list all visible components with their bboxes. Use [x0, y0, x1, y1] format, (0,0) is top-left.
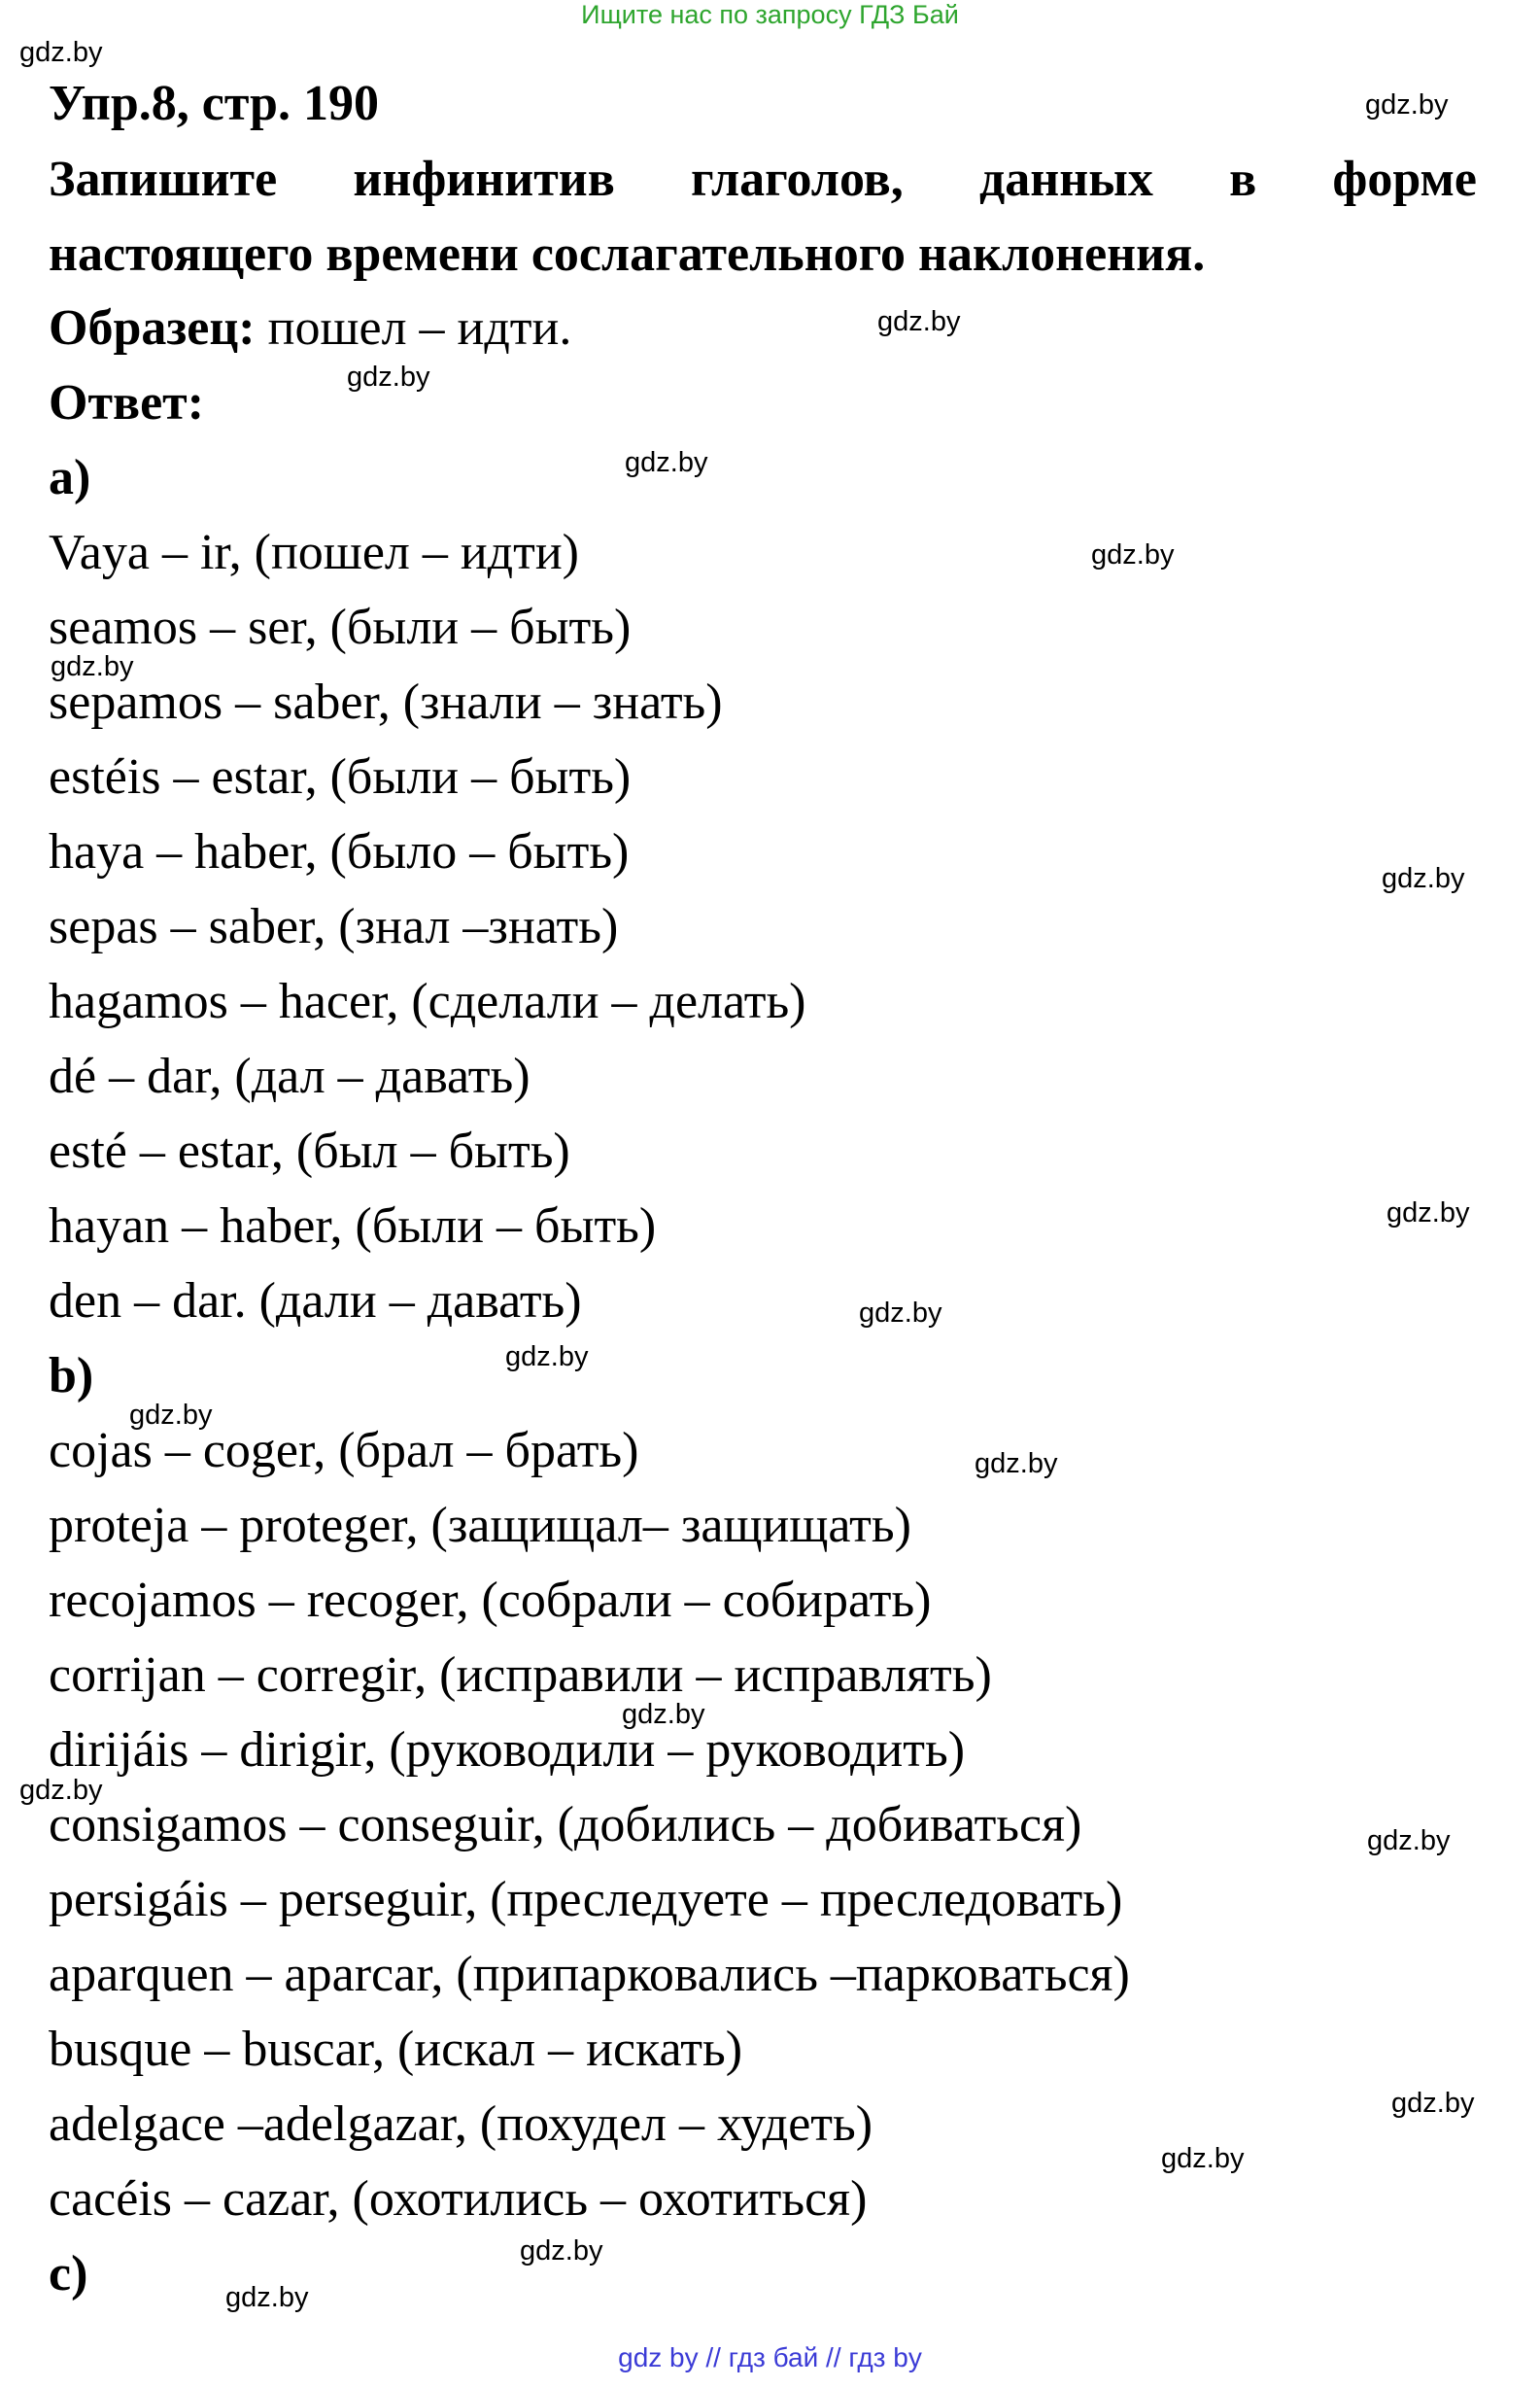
- watermark: gdz.by: [859, 1298, 942, 1329]
- answer-line: proteja – proteger, (защищал– защищать): [49, 1498, 911, 1553]
- answer-line: aparquen – aparcar, (припарковались –парковаться): [49, 1947, 1130, 2002]
- task-line-1: Запишите инфинитив глаголов, данных в форме: [49, 152, 1477, 207]
- answer-line: cojas – coger, (брал – брать): [49, 1423, 639, 1478]
- watermark: gdz.by: [1367, 1825, 1451, 1856]
- exercise-title: Упр.8, стр. 190: [49, 76, 379, 131]
- watermark: gdz.by: [19, 37, 103, 68]
- answer-line: esté – estar, (был – быть): [49, 1124, 570, 1179]
- answer-line: sepamos – saber, (знали – знать): [49, 675, 723, 730]
- section-c-label: c): [49, 2246, 88, 2301]
- watermark: gdz.by: [520, 2235, 603, 2267]
- answer-line: dirijáis – dirigir, (руководили – руководить): [49, 1722, 966, 1778]
- example-label: Образец:: [49, 300, 256, 356]
- watermark: gdz.by: [225, 2282, 309, 2313]
- top-search-link[interactable]: Ищите нас по запросу ГДЗ Бай: [581, 0, 959, 29]
- answer-line: seamos – ser, (были – быть): [49, 600, 632, 655]
- example: [49, 299, 571, 358]
- answer-line: hagamos – hacer, (сделали – делать): [49, 974, 806, 1029]
- watermark: gdz.by: [1161, 2143, 1245, 2174]
- answer-line: sepas – saber, (знал –знать): [49, 899, 619, 954]
- section-a-label: а): [49, 450, 91, 505]
- watermark: gdz.by: [1382, 863, 1465, 894]
- answer-line: Vaya – ir, (пошел – идти): [49, 525, 579, 580]
- answer-line: corrijan – corregir, (исправили – исправлять): [49, 1647, 992, 1703]
- answer-line: dé – dar, (дал – давать): [49, 1049, 530, 1104]
- example-text: пошел – идти.: [267, 300, 572, 356]
- watermark: gdz.by: [505, 1341, 589, 1372]
- task-description: [49, 142, 1477, 292]
- answer-line: recojamos – recoger, (собрали – собирать): [49, 1573, 932, 1628]
- watermark: gdz.by: [1091, 539, 1175, 571]
- watermark: gdz.by: [19, 1775, 103, 1806]
- answer-line: haya – haber, (было – быть): [49, 824, 630, 880]
- watermark: gdz.by: [975, 1448, 1058, 1479]
- watermark: gdz.by: [129, 1400, 213, 1431]
- answer-label: Ответ:: [49, 375, 205, 431]
- watermark: gdz.by: [622, 1699, 705, 1730]
- watermark: gdz.by: [1365, 89, 1449, 121]
- answer-line: den – dar. (дали – давать): [49, 1273, 582, 1329]
- watermark: gdz.by: [625, 447, 708, 478]
- watermark: gdz.by: [51, 651, 134, 682]
- answer-line: hayan – haber, (были – быть): [49, 1198, 657, 1254]
- answer-line: busque – buscar, (искал – искать): [49, 2022, 743, 2077]
- answer-line: estéis – estar, (были – быть): [49, 749, 632, 805]
- watermark: gdz.by: [877, 306, 961, 337]
- watermark: gdz.by: [1386, 1197, 1470, 1229]
- watermark: gdz.by: [347, 362, 430, 393]
- footer-links[interactable]: gdz by // гдз бай // гдз by: [618, 2342, 922, 2372]
- watermark: gdz.by: [1391, 2088, 1475, 2119]
- answer-line: cacéis – cazar, (охотились – охотиться): [49, 2171, 868, 2227]
- section-b-label: b): [49, 1348, 94, 1403]
- answer-line: consigamos – conseguir, (добились – добиваться): [49, 1797, 1082, 1852]
- answer-line: persigáis – perseguir, (преследуете – преследовать): [49, 1872, 1123, 1927]
- task-line-2: настоящего времени сослагательного наклонения.: [49, 226, 1206, 282]
- answer-line: adelgace –adelgazar, (похудел – худеть): [49, 2096, 873, 2152]
